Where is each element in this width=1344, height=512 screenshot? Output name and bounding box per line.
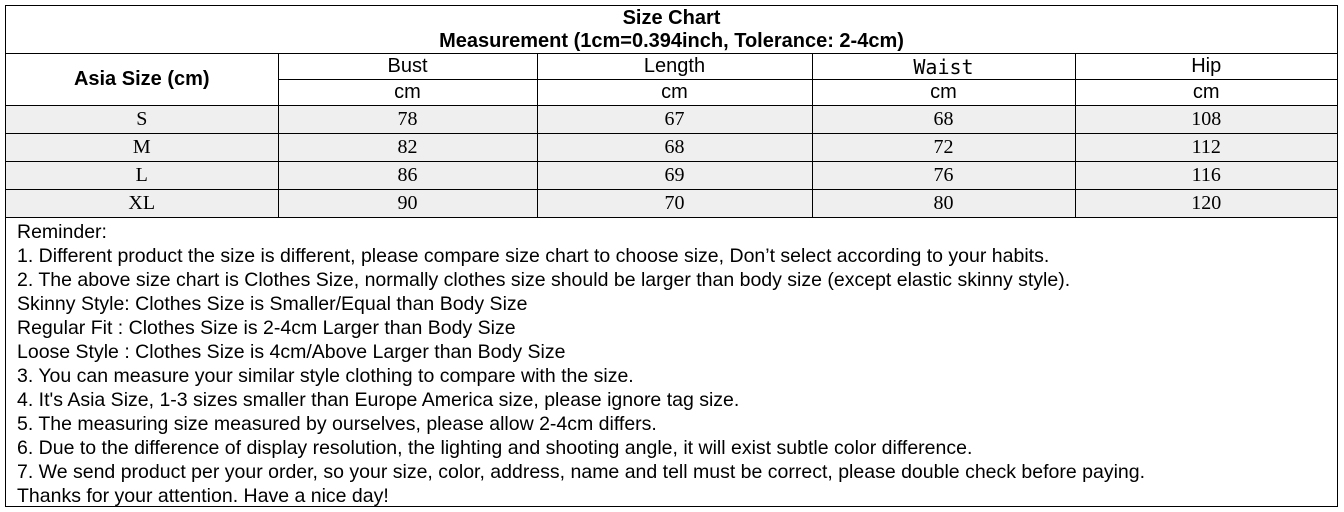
column-header-waist: Waist: [812, 54, 1075, 80]
size-cell: XL: [6, 190, 278, 218]
unit-cell: cm: [537, 80, 812, 106]
table-row: [6, 106, 1337, 134]
note-line: 6. Due to the difference of display resolution, the lighting and shooting angle, it will exist subtle color difference.: [17, 437, 973, 459]
size-table: [6, 54, 1337, 218]
length-cell: 67: [537, 106, 812, 134]
size-chart: [5, 5, 1338, 507]
waist-cell: 80: [812, 190, 1075, 218]
unit-cell: cm: [812, 80, 1075, 106]
waist-cell: 76: [812, 162, 1075, 190]
reminder-notes: [6, 218, 1337, 508]
note-line: Skinny Style: Clothes Size is Smaller/Equal than Body Size: [17, 293, 528, 315]
length-cell: 69: [537, 162, 812, 190]
table-row: [6, 162, 1337, 190]
column-header-length: Length: [537, 54, 812, 80]
note-line: 3. You can measure your similar style clothing to compare with the size.: [17, 365, 634, 387]
size-cell: L: [6, 162, 278, 190]
bust-cell: 78: [278, 106, 537, 134]
hip-cell: 116: [1075, 162, 1337, 190]
size-cell: M: [6, 134, 278, 162]
size-cell: S: [6, 106, 278, 134]
size-column-header: Asia Size (cm): [6, 54, 278, 106]
note-line: Regular Fit : Clothes Size is 2-4cm Larger than Body Size: [17, 317, 516, 339]
note-line: 7. We send product per your order, so your size, color, address, name and tell must be correct, please double check before paying.: [17, 461, 1146, 483]
closing-line: Thanks for your attention. Have a nice day!: [17, 485, 389, 507]
chart-subtitle: Measurement (1cm=0.394inch, Tolerance: 2-4cm): [439, 30, 904, 52]
unit-cell: cm: [278, 80, 537, 106]
header-row: [6, 54, 1337, 80]
hip-cell: 120: [1075, 190, 1337, 218]
title-block: [6, 6, 1337, 54]
length-cell: 70: [537, 190, 812, 218]
hip-cell: 112: [1075, 134, 1337, 162]
note-line: 5. The measuring size measured by ourselves, please allow 2-4cm differs.: [17, 413, 657, 435]
note-line: Loose Style : Clothes Size is 4cm/Above Larger than Body Size: [17, 341, 566, 363]
table-row: [6, 134, 1337, 162]
bust-cell: 82: [278, 134, 537, 162]
hip-cell: 108: [1075, 106, 1337, 134]
note-line: 4. It's Asia Size, 1-3 sizes smaller than Europe America size, please ignore tag size.: [17, 389, 740, 411]
bust-cell: 86: [278, 162, 537, 190]
unit-cell: cm: [1075, 80, 1337, 106]
chart-title: Size Chart: [622, 7, 721, 29]
note-line: 1. Different product the size is different, please compare size chart to choose size, Don’t select according to your habits.: [17, 245, 1050, 267]
note-line: 2. The above size chart is Clothes Size, normally clothes size should be larger than body size (except elastic skinny style).: [17, 269, 1071, 291]
reminder-heading: Reminder:: [17, 221, 107, 243]
column-header-bust: Bust: [278, 54, 537, 80]
waist-cell: 72: [812, 134, 1075, 162]
bust-cell: 90: [278, 190, 537, 218]
table-row: [6, 190, 1337, 218]
length-cell: 68: [537, 134, 812, 162]
column-header-hip: Hip: [1075, 54, 1337, 80]
waist-cell: 68: [812, 106, 1075, 134]
